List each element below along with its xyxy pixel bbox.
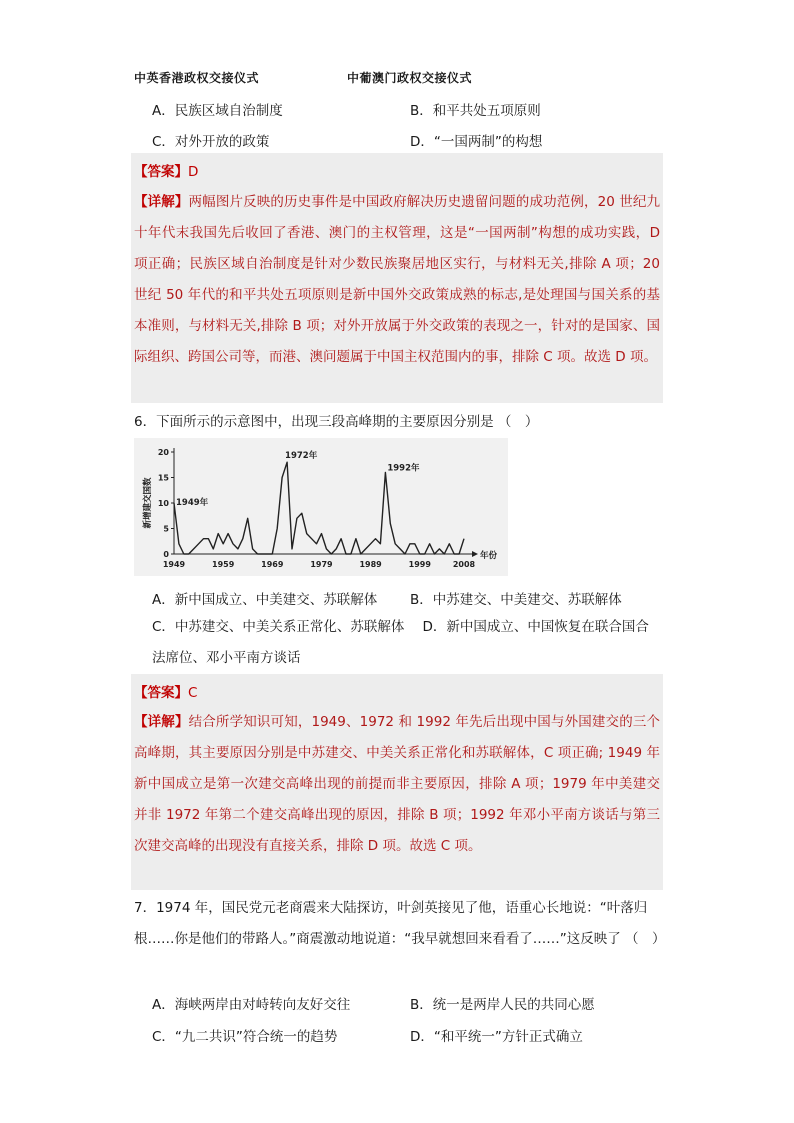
x-axis-label: 年份: [480, 551, 498, 561]
x-tick-label: 1969: [261, 560, 284, 569]
q7-option-c: C．“九二共识”符合统一的趋势: [152, 1029, 338, 1045]
q6-option-a: A．新中国成立、中美建交、苏联解体: [152, 592, 378, 608]
q6-option-c: C．中苏建交、中美关系正常化、苏联解体: [152, 619, 405, 635]
q6-answer: [134, 681, 197, 701]
answer-value: C: [188, 685, 198, 701]
detail-label: 【详解】: [134, 194, 189, 210]
q5-answer: [134, 160, 198, 180]
detail-text: 结合所学知识可知，1949、1972 和 1992 年先后出现中国与外国建交的三个高峰期，其主要原因分别是中苏建交、中美关系正常化和苏联解体，C 项正确; 1949 年新中国成立是第一次建交高峰出现的前提而非主要原因，排除 A 项；1979 年中美建交并非 1972 年第二个建交高峰出现的原因，排除 B 项；1992 年邓小平南方谈话与第三次建交高峰的出现没有直接关系，排除 D 项。故选 C 项。: [134, 714, 661, 854]
x-tick-label: 2008: [452, 560, 476, 569]
y-tick-label: 15: [157, 473, 169, 483]
chart-svg: [134, 438, 508, 576]
q6-detail: [134, 707, 660, 862]
x-tick-label: 1949: [162, 560, 186, 569]
y-tick-label: 5: [163, 524, 169, 534]
answer-label: 【答案】: [134, 685, 188, 701]
y-tick-label: 0: [163, 550, 169, 559]
annotation-1972: 1972年: [285, 451, 318, 462]
q7-option-d: D．“和平统一”方针正式确立: [410, 1029, 583, 1045]
x-tick-label: 1999: [408, 560, 431, 569]
caption-hongkong: 中英香港政权交接仪式: [134, 71, 260, 85]
q5-option-b: B．和平共处五项原则: [410, 103, 541, 119]
diplomatic-relations-chart: [134, 438, 508, 576]
caption-macau: 中葡澳门政权交接仪式: [347, 71, 473, 85]
q6-option-d: D．新中国成立、中国恢复在联合国合法席位、邓小平南方谈话: [152, 619, 649, 666]
x-tick-label: 1959: [212, 560, 235, 569]
q5-option-a: A．民族区域自治制度: [152, 103, 283, 119]
y-axis-label: 新增建交国数: [143, 477, 153, 529]
x-tick-label: 1979: [310, 560, 333, 569]
annotation-1992: 1992年: [387, 463, 420, 474]
answer-label: 【答案】: [134, 164, 188, 180]
q5-option-c: C．对外开放的政策: [152, 134, 270, 150]
q7-option-b: B．统一是两岸人民的共同心愿: [410, 997, 595, 1013]
detail-text: 两幅图片反映的历史事件是中国政府解决历史遗留问题的成功范例，20 世纪九十年代末我国先后收回了香港、澳门的主权管理，这是“一国两制”构想的成功实践，D 项正确；民族区域自治制度是针对少数民族聚居地区实行，与材料无关,排除 A 项；20 世纪 50 年代的和平共处五项原则是新中国外交政策成熟的标志,是处理国与国关系的基本准则，与材料无关,排除 B 项；对外开放属于外交政策的表现之一，针对的是国家、国际组织、跨国公司等，而港、澳问题属于中国主权范围内的事，排除 C 项。故选 D 项。: [134, 194, 661, 365]
q5-detail: [134, 187, 660, 373]
annotation-1949: 1949年: [176, 498, 209, 508]
series-line: [174, 462, 464, 554]
q5-option-d: D．“一国两制”的构想: [410, 134, 543, 150]
q7-stem: 7．1974 年，国民党元老商震来大陆探访，叶剑英接见了他，语重心长地说：“叶落归根……你是他们的带路人。”商震激动地说道：“我早就想回来看看了……”这反映了 （ ）: [134, 900, 666, 947]
y-tick-label: 10: [157, 499, 169, 508]
x-axis-arrow: [472, 551, 478, 557]
q6-options-cd: [152, 612, 662, 673]
q6-stem: 6．下面所示的示意图中，出现三段高峰期的主要原因分别是 （ ）: [134, 414, 539, 430]
y-tick-label: 20: [157, 448, 169, 457]
x-tick-label: 1989: [359, 560, 382, 569]
detail-label: 【详解】: [134, 714, 189, 730]
answer-value: D: [188, 164, 199, 180]
q7-option-a: A．海峡两岸由对峙转向友好交往: [152, 997, 351, 1013]
q6-option-b: B．中苏建交、中美建交、苏联解体: [410, 592, 622, 608]
